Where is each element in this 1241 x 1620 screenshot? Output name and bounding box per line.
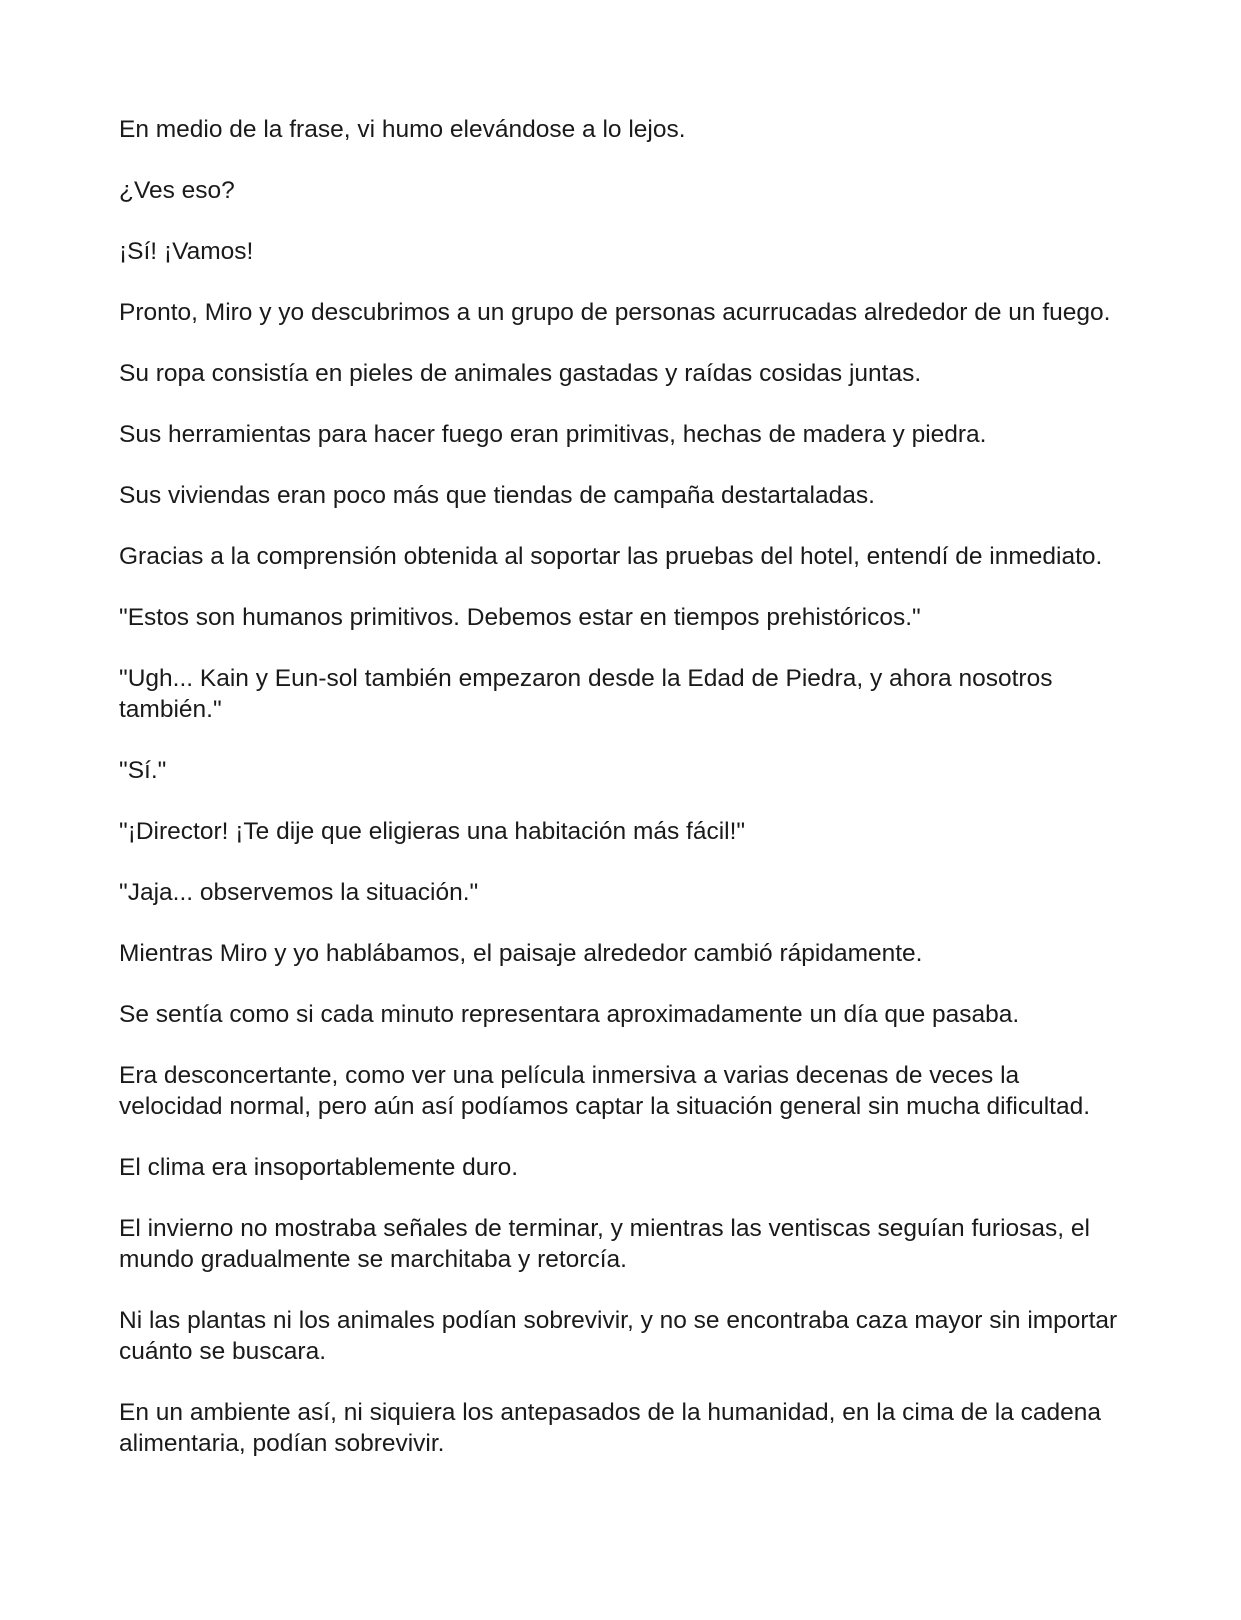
paragraph: El invierno no mostraba señales de terminar, y mientras las ventiscas seguían furiosas, el mundo gradualmente se marchitaba y retorcía. [119, 1215, 1090, 1273]
paragraph: ¿Ves eso? [119, 177, 235, 204]
paragraph: Su ropa consistía en pieles de animales gastadas y raídas cosidas juntas. [119, 360, 922, 387]
paragraph: Se sentía como si cada minuto representara aproximadamente un día que pasaba. [119, 1001, 1020, 1028]
paragraph: Ni las plantas ni los animales podían sobrevivir, y no se encontraba caza mayor sin importar cuánto se buscara. [119, 1307, 1118, 1365]
paragraph: El clima era insoportablemente duro. [119, 1154, 519, 1181]
paragraph: Pronto, Miro y yo descubrimos a un grupo de personas acurrucadas alrededor de un fuego. [119, 299, 1111, 326]
paragraph: Gracias a la comprensión obtenida al soportar las pruebas del hotel, entendí de inmediato. [119, 543, 1103, 570]
paragraph: En un ambiente así, ni siquiera los antepasados de la humanidad, en la cima de la cadena alimentaria, podían sobrevivir. [119, 1399, 1102, 1457]
document-body [119, 114, 1129, 1489]
paragraph: "Ugh... Kain y Eun-sol también empezaron desde la Edad de Piedra, y ahora nosotros también." [119, 665, 1053, 723]
paragraph: "Jaja... observemos la situación." [119, 879, 479, 906]
paragraph: Mientras Miro y yo hablábamos, el paisaje alrededor cambió rápidamente. [119, 940, 923, 967]
paragraph: Era desconcertante, como ver una película inmersiva a varias decenas de veces la velocidad normal, pero aún así podíamos captar la situación general sin mucha dificultad. [119, 1062, 1091, 1120]
paragraph: ¡Sí! ¡Vamos! [119, 238, 254, 265]
paragraph: Sus herramientas para hacer fuego eran primitivas, hechas de madera y piedra. [119, 421, 987, 448]
paragraph: En medio de la frase, vi humo elevándose a lo lejos. [119, 116, 686, 143]
paragraph: "Sí." [119, 757, 167, 784]
paragraph: "Estos son humanos primitivos. Debemos estar en tiempos prehistóricos." [119, 604, 921, 631]
paragraph: "¡Director! ¡Te dije que eligieras una habitación más fácil!" [119, 818, 746, 845]
paragraph: Sus viviendas eran poco más que tiendas de campaña destartaladas. [119, 482, 875, 509]
